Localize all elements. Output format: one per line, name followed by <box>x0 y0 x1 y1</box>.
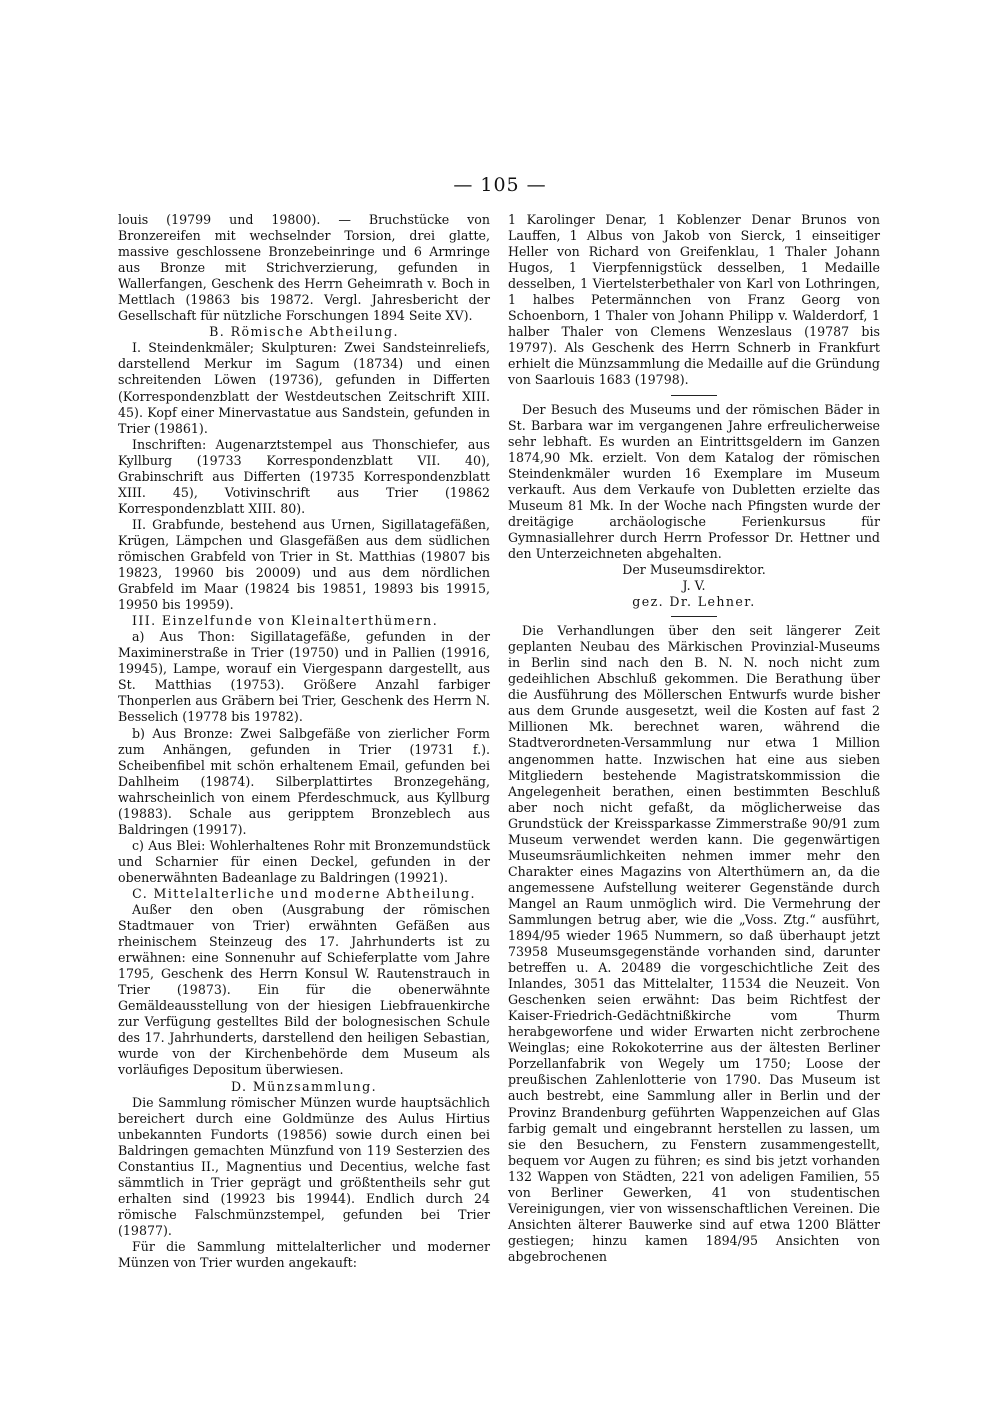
page-number: — 105 — <box>453 174 547 196</box>
paragraph: c) Aus Blei: Wohlerhaltenes Rohr mit Bronzemundstück und Scharnier für einen Deckel, gefunden in der obenerwähnten Badeanlage zu Baldringen (19921). <box>118 837 490 885</box>
separator-rule <box>671 395 717 396</box>
section-heading: D. Münzsammlung. <box>231 1078 377 1094</box>
paragraph: louis (19799 und 19800). — Bruchstücke von Bronzereifen mit wechselnder Torsion, drei glatte, massive geschlossene Bronzebeinringe und 6 Armringe aus Bronze mit Strichverzierung, gefunden in Wallerfangen, Geschenk des Herrn Geheimrath v. Boch in Mettlach (19863 bis 19872. Vergl. Jahresbericht der Gesellschaft für nützliche Forschungen 1894 Seite XV). <box>118 212 490 324</box>
paragraph: Außer den oben (Ausgrabung der römischen Stadtmauer von Trier) erwähnten Gefäßen aus rheinischem Steinzeug des 17. Jahrhunderts ist zu erwähnen: eine Sonnenuhr auf Schieferplatte vom Jahre 1795, Geschenk des Herrn Konsul W. Rautenstrauch in Trier (19873). Ein für die obenerwähnte Gemäldeausstellung von der hiesigen Liebfrauenkirche zur Verfügung gestelltes Bild der bolognesischen Schule des 17. Jahrhunderts, darstellend den heiligen Sebastian, wurde von der Kirchenbehörde dem Museum als vorläufiges Depositum überwiesen. <box>118 902 490 1078</box>
signature-line: J. V. <box>682 578 706 594</box>
separator-rule <box>671 616 717 617</box>
signature-line: Der Museumsdirektor. <box>622 561 766 577</box>
paragraph: Inschriften: Augenarztstempel aus Thonschiefer, aus Kyllburg (19733 Korrespondenzblatt VII. 40), Grabinschrift aus Differten (19735 Korrespondenzblatt XIII. 45), Votivinschrift aus Trier (19862 Korrespondenzblatt XIII. 80). <box>118 436 490 516</box>
left-column <box>118 212 490 1271</box>
paragraph: II. Grabfunde, bestehend aus Urnen, Sigillatagefäßen, Krügen, Lämpchen und Glasgefäßen aus dem südlichen römischen Grabfeld von Trier in St. Matthias (19807 bis 19823, 19960 bis 20009) und aus dem nördlichen Grabfeld im Maar (19824 bis 19851, 19893 bis 19915, 19950 bis 19959). <box>118 516 490 613</box>
paragraph: I. Steindenkmäler; Skulpturen: Zwei Sandsteinreliefs, darstellend Merkur im Sagum (18734) und einen schreitenden Löwen (19736), gefunden in Differten (Korrespondenzblatt der Westdeutschen Zeitschrift XIII. 45). Kopf einer Minervastatue aus Sandstein, gefunden in Trier (19861). <box>118 340 490 436</box>
paragraph: Der Besuch des Museums und der römischen Bäder in St. Barbara war im vergangenen Jahre erfreulicherweise sehr lebhaft. Es wurden an Eintrittsgeldern im Ganzen 1874,90 Mk. erzielt. Von dem Katalog der römischen Steindenkmäler wurden 16 Exemplare im Museum verkauft. Aus dem Verkaufe von Dubletten erzielte das Museum 81 Mk. In der Woche nach Pfingsten wurde der dreitägige archäologische Ferienkursus für Gymnasiallehrer durch Herrn Professor Dr. Hettner und den Unterzeichneten abgehalten. <box>508 401 880 561</box>
section-heading: C. Mittelalterliche und moderne Abtheilung. <box>132 885 476 901</box>
signature-line: gez. Dr. Lehner. <box>632 594 756 610</box>
section-heading: B. Römische Abtheilung. <box>209 324 399 340</box>
right-column <box>508 212 880 1265</box>
paragraph: Die Sammlung römischer Münzen wurde hauptsächlich bereichert durch eine Goldmünze des Aulus Hirtius unbekannten Fundorts (19856) sowie durch einen bei Baldringen gemachten Münzfund von 119 Sesterzien des Constantius II., Magnentius und Decentius, welche fast sämmtlich in Trier geprägt und größtentheils sehr gut erhalten sind (19923 bis 19944). Endlich durch 24 römische Falschmünzstempel, gefunden bei Trier (19877). <box>118 1094 490 1238</box>
paragraph: Für die Sammlung mittelalterlicher und moderner Münzen von Trier wurden angekauft: <box>118 1239 490 1271</box>
paragraph: 1 Karolinger Denar, 1 Koblenzer Denar Brunos von Lauffen, 1 Albus von Jakob von Sierck, 1 einseitiger Heller von Richard von Greifenklau, 1 Thaler Johann Hugos, 1 Vierpfennigstück desselben, 1 Medaille desselben, 1 Viertelsterbethaler von Karl von Lothringen, 1 halbes Petermännchen von Franz Georg von Schoenborn, 1 Thaler von Johann Philipp v. Walderdorf, 1 halber Thaler von Clemens Wenzeslaus (19787 bis 19797). Als Geschenk des Herrn Schnerb in Frankfurt erhielt die Münzsammlung die Medaille auf die Gründung von Saarlouis 1683 (19798). <box>508 212 880 388</box>
paragraph: III. Einzelfunde von Kleinalterthümern. <box>132 613 439 629</box>
paragraph: Die Verhandlungen über den seit längerer Zeit geplanten Neubau des Märkischen Provinzial-Museums in Berlin sind nach den B. N. N. noch nicht zum gedeihlichen Abschluß gekommen. Die Berathung über die Ausführung des Möllerschen Entwurfs wurde bisher aus dem Grunde ausgesetzt, weil die Kosten auf fast 2 Millionen Mk. berechnet waren, während die Stadtverordneten-Versammlung nur etwa 1 Million angenommen hatte. Inzwischen hat eine aus sieben Mitgliedern bestehende Magistratskommission die Angelegenheit berathen, einen bestimmten Beschluß aber noch nicht gefaßt, da möglicherweise das Grundstück der Kreissparkasse Zimmerstraße 90/91 zum Museum verwendet werden kann. Die gegenwärtigen Museumsräumlichkeiten nehmen immer mehr den Charakter eines Magazins von Alterthümern an, da die angemessene Aufstellung weiterer Gegenstände durch Mangel an Raum unmöglich wird. Die Vermehrung der Sammlungen betrug aber, wie die „Voss. Ztg.“ ausführt, 1894/95 wieder 1965 Nummern, so daß überhaupt jetzt 73958 Museumsgegenstände vorhanden sind, darunter betreffen u. A. 20489 die vorgeschichtliche Zeit des Inlandes, 3051 das Mittelalter, 11534 die Neuzeit. Von Geschenken seien erwähnt: Das beim Richtfest der Kaiser-Friedrich-Gedächtnißkirche vom Thurm herabgeworfene und wider Erwarten nicht zerbrochene Weinglas; eine Rokokoterrine aus der ältesten Berliner Porzellanfabrik von Wegely um 1750; Loose der preußischen Zahlenlotterie von 1790. Das Museum ist auch bestrebt, eine Sammlung aller in Berlin und der Provinz Brandenburg geführten Wappenzeichen auf Glas farbig gemalt und eingebrannt herstellen zu lassen, um sie den Besuchern, zu Fenstern zusammengestellt, bequem vor Augen zu führen; es sind bis jetzt vorhanden 132 Wappen von Städten, 221 von adeligen Familien, 55 von Berliner Gewerken, 41 von studentischen Vereinigungen, vier von wissenschaftlichen Vereinen. Die Ansichten älterer Bauwerke sind auf etwa 1200 Blätter gestiegen; hinzu kamen 1894/95 Ansichten von abgebrochenen <box>508 623 880 1264</box>
paragraph: a) Aus Thon: Sigillatagefäße, gefunden in der Maximinerstraße in Trier (19750) und in Pallien (19916, 19945), Lampe, worauf ein Viergespann dargestellt, aus St. Matthias (19753). Größere Anzahl farbiger Thonperlen aus Gräbern bei Trier, Geschenk des Herrn N. Besselich (19778 bis 19782). <box>118 629 490 725</box>
paragraph: b) Aus Bronze: Zwei Salbgefäße von zierlicher Form zum Anhängen, gefunden in Trier (19731 f.). Scheibenfibel mit schön erhaltenem Email, gefunden bei Dahlheim (19874). Silberplattirtes Bronzegehäng, wahrscheinlich von einem Pferdeschmuck, aus Kyllburg (19883). Schale aus geripptem Bronzeblech aus Baldringen (19917). <box>118 725 490 837</box>
